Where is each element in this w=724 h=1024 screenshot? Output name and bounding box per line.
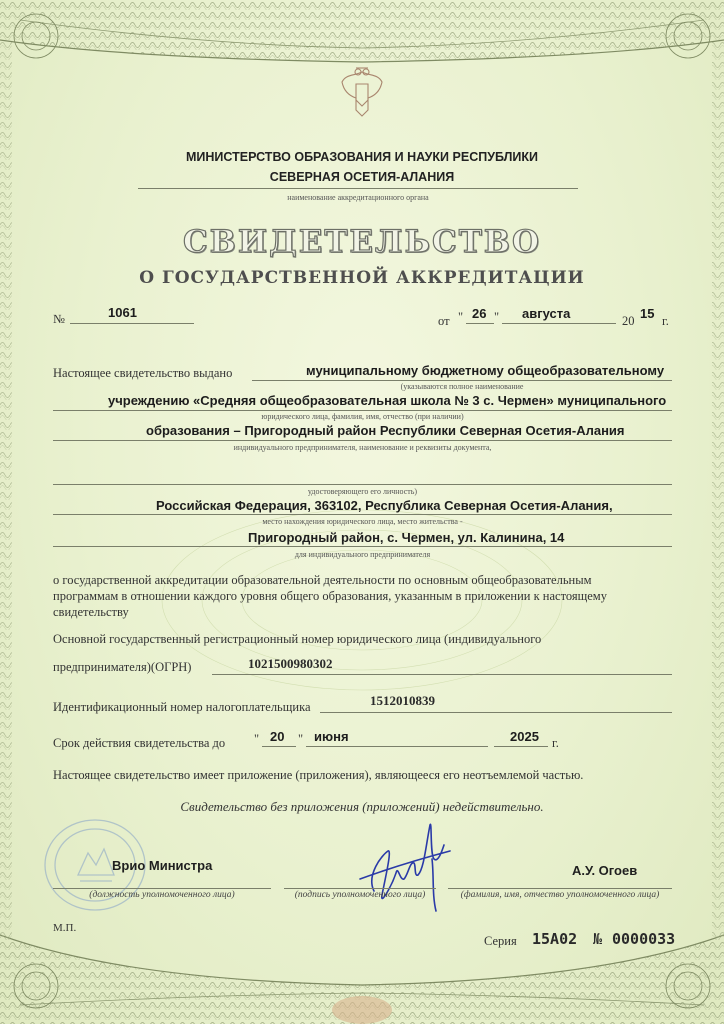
issued-to-value-3: образования – Пригородный район Республики Северная Осетия-Алания — [146, 423, 625, 438]
accreditation-text-2: программам в отношении каждого уровня общего образования, указанным в приложении к настоящему — [53, 589, 607, 603]
authority-caption: наименование аккредитационного органа — [287, 193, 429, 202]
signer-position: Врио Министра — [112, 858, 213, 873]
accreditation-text-3: свидетельству — [53, 605, 129, 619]
seal-place-label: М.П. — [53, 922, 77, 934]
document-title: СВИДЕТЕЛЬСТВО — [183, 224, 541, 260]
ogrn-label-2: предпринимателя)(ОГРН) — [53, 660, 192, 674]
position-caption: (должность уполномоченного лица) — [89, 890, 235, 900]
certificate-page: МИНИСТЕРСТВО ОБРАЗОВАНИЯ И НАУКИ РЕСПУБЛИКИ СЕВЕРНАЯ ОСЕТИЯ-АЛАНИЯ наименование аккредитационного органа СВИДЕТЕЛЬСТВО О ГОСУДАРСТВЕННОЙ АККРЕДИТАЦИИ № 1061 от " 26 " августа 20 15 г. Настоящее свидетельство выдано муниципальному бюджетному общеобразовательному (указываются полное наименование учреждению «Средняя общеобразовательная школа № 3 с. Чермен» муниципального юридического лица, фамилия, имя, отчество (при наличии) образования – Пригородный район Республики Северная Осетия-Алания индивидуального предпринимателя, наименование и реквизиты документа, удостоверяющего его личность) Российская Федерация, 363102, Республика Северная Осетия-Алания, место нахождения юридического лица, место жительства - Пригородный район, с. Чермен, ул. Калинина, 14 для индивидуального предпринимателя о государственной аккредитации образовательной деятельности по основным общеобразовательным программам в отношении каждого уровня общего образования, указанным в приложении к настоящему свидетельству Основной государственный регистрационный номер юридического лица (индивидуального предпринимателя)(ОГРН) 1021500980302 Идентификационный номер налогоплательщика 1512010839 Срок действия свидетельства до " 20 " июня 2025 г. Настоящее свидетельство имеет приложение (приложения), являющееся его неотъемлемой частью. Свидетельство без приложения (приложений) недействительно. Врио Министра (должность уполномоченного лица) (подпись уполномоченного лица) А.У. Огоев (фамилия, имя, отчество уполномоченного лица) М.П. Серия 15А02 № 0000033 — [0, 0, 724, 1024]
ogrn-label-1: Основной государственный регистрационный номер юридического лица (индивидуального — [53, 632, 542, 646]
certificate-number: 1061 — [108, 305, 137, 320]
authority-name-line2: СЕВЕРНАЯ ОСЕТИЯ-АЛАНИЯ — [269, 170, 455, 184]
ogrn-value: 1021500980302 — [248, 656, 333, 671]
issue-year: 15 — [640, 306, 655, 321]
issued-to-label: Настоящее свидетельство выдано — [53, 366, 233, 380]
series-number-sign: № — [593, 930, 603, 948]
series-value: 15А02 — [532, 930, 578, 948]
signature-caption: (подпись уполномоченного лица) — [294, 890, 426, 900]
address-value-1: Российская Федерация, 363102, Республика Северная Осетия-Алания, — [156, 498, 613, 513]
validity-month: июня — [314, 729, 349, 744]
validity-day: 20 — [270, 729, 285, 744]
appendix-note: Настоящее свидетельство имеет приложение (приложения), являющееся его неотъемлемой частью. — [53, 768, 584, 782]
series-label: Серия — [484, 934, 517, 948]
issue-month: августа — [522, 306, 571, 321]
issue-day: 26 — [472, 306, 487, 321]
handwritten-signature-icon — [352, 815, 462, 925]
issued-to-value-2: учреждению «Средняя общеобразовательная школа № 3 с. Чермен» муниципального — [108, 393, 667, 408]
validity-year: 2025 — [510, 729, 539, 744]
signer-name: А.У. Огоев — [572, 863, 638, 878]
inn-value: 1512010839 — [370, 693, 435, 708]
address-value-2: Пригородный район, с. Чермен, ул. Калинина, 14 — [248, 530, 565, 545]
validity-label: Срок действия свидетельства до — [53, 736, 226, 750]
authority-name-line1: МИНИСТЕРСТВО ОБРАЗОВАНИЯ И НАУКИ РЕСПУБЛИКИ — [185, 150, 539, 164]
inn-label: Идентификационный номер налогоплательщика — [53, 700, 311, 714]
number-sign: № — [53, 312, 65, 326]
date-from-label: от — [438, 314, 450, 328]
coat-of-arms-icon — [336, 66, 388, 122]
authority-underline — [138, 188, 578, 189]
accreditation-text-1: о государственной аккредитации образовательной деятельности по основным общеобразовательным — [53, 573, 592, 587]
issued-to-value-1: муниципальному бюджетному общеобразовательному — [306, 363, 665, 378]
name-caption: (фамилия, имя, отчество уполномоченного лица) — [460, 890, 660, 900]
validity-warning: Свидетельство без приложения (приложений) недействительно. — [180, 799, 544, 814]
series-number: 0000033 — [612, 930, 676, 948]
document-subtitle: О ГОСУДАРСТВЕННОЙ АККРЕДИТАЦИИ — [139, 268, 585, 288]
